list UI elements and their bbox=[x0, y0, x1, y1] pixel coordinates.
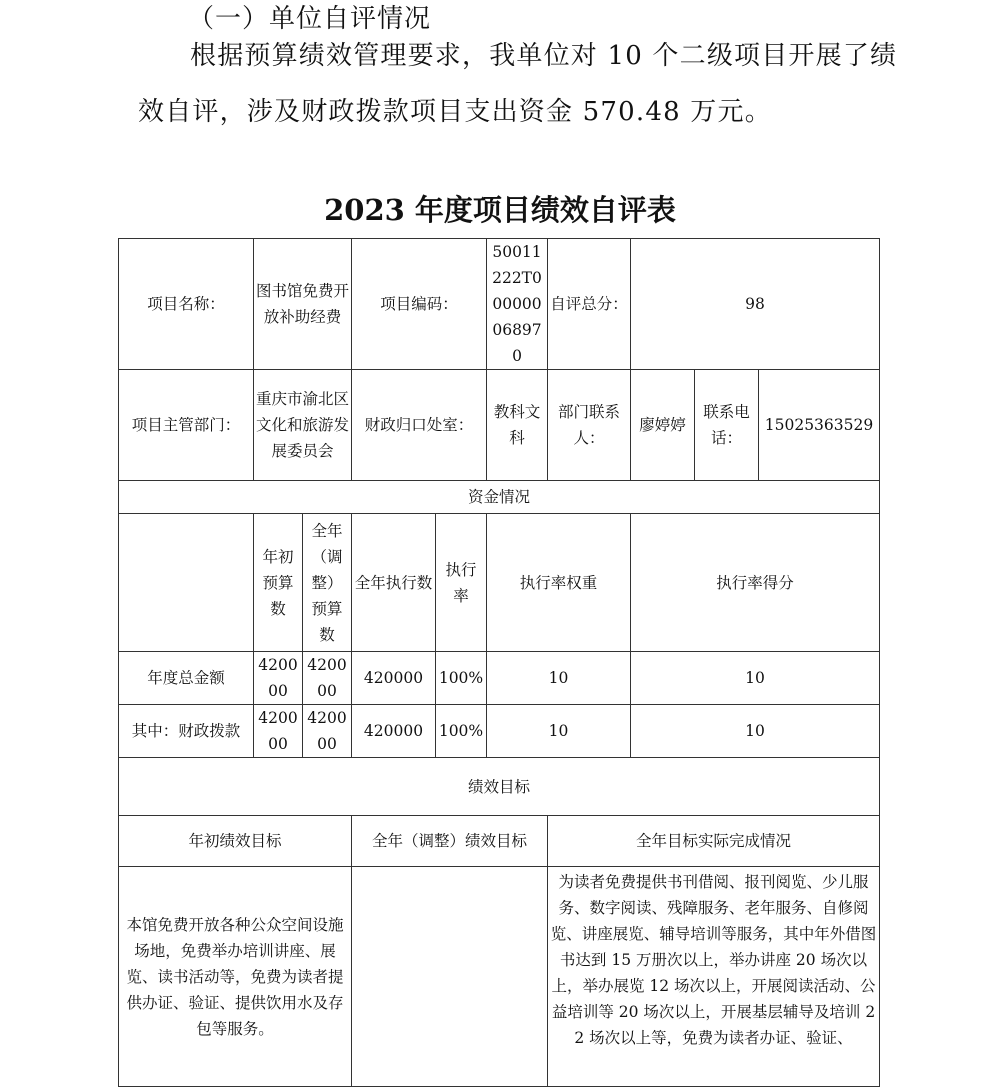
section-heading: （一）单位自评情况 bbox=[188, 4, 432, 34]
adjusted-budget-value: 420000 bbox=[303, 652, 352, 705]
actual-completion-text: 为读者免费提供书刊借阅、报刊阅览、少儿服务、数字阅读、残障服务、老年服务、自修阅览、讲座展览、辅导培训等服务，其中年外借图书达到 15 万册次以上，举办讲座 20 场次以上，举办展览 12 场次以上，开展阅读活动、公益培训等 20 场次以上，开展基层辅导及培训 22 场次以上等，免费为读者办证、验证、 bbox=[550, 872, 877, 1047]
paragraph-line-1: 根据预算绩效管理要求，我单位对 10 个二级项目开展了绩 bbox=[190, 41, 898, 71]
funds-section-label: 资金情况 bbox=[119, 481, 880, 514]
funds-header-row bbox=[119, 514, 880, 652]
actual-completion-header: 全年目标实际完成情况 bbox=[548, 816, 880, 867]
project-code-label: 项目编码： bbox=[352, 239, 487, 370]
paragraph-line-2: 效自评，涉及财政拨款项目支出资金 570.48 万元。 bbox=[138, 97, 772, 127]
goals-content-row bbox=[119, 867, 880, 1087]
score-header: 执行率得分 bbox=[631, 514, 880, 652]
weight-value: 10 bbox=[487, 705, 631, 758]
weight-header: 执行率权重 bbox=[487, 514, 631, 652]
goals-section-label: 绩效目标 bbox=[119, 758, 880, 816]
score-value: 10 bbox=[631, 705, 880, 758]
initial-budget-value: 420000 bbox=[254, 705, 303, 758]
contact-label: 部门联系人： bbox=[548, 370, 631, 481]
project-name-label: 项目名称： bbox=[119, 239, 254, 370]
project-info-row bbox=[119, 239, 880, 370]
phone-value: 15025363529 bbox=[759, 370, 880, 481]
adjusted-budget-header: 全年（调整）预算数 bbox=[303, 514, 352, 652]
dept-label: 项目主管部门： bbox=[119, 370, 254, 481]
department-row bbox=[119, 370, 880, 481]
office-value: 教科文科 bbox=[487, 370, 548, 481]
funds-row-label: 其中：财政拨款 bbox=[119, 705, 254, 758]
funds-row-label: 年度总金额 bbox=[119, 652, 254, 705]
office-label: 财政归口处室： bbox=[352, 370, 487, 481]
initial-budget-value: 420000 bbox=[254, 652, 303, 705]
initial-budget-header: 年初预算数 bbox=[254, 514, 303, 652]
section-paragraph bbox=[138, 28, 898, 140]
executed-value: 420000 bbox=[352, 652, 436, 705]
score-value: 10 bbox=[631, 652, 880, 705]
initial-goal-header: 年初绩效目标 bbox=[119, 816, 352, 867]
self-score-label: 自评总分： bbox=[548, 239, 631, 370]
rate-header: 执行率 bbox=[436, 514, 487, 652]
executed-value: 420000 bbox=[352, 705, 436, 758]
project-evaluation-table bbox=[118, 238, 880, 1087]
adjusted-goal-header: 全年（调整）绩效目标 bbox=[352, 816, 548, 867]
adjusted-budget-value: 420000 bbox=[303, 705, 352, 758]
funds-header-blank bbox=[119, 514, 254, 652]
phone-label: 联系电话： bbox=[695, 370, 759, 481]
project-code-value: 50011222T000000068970 bbox=[487, 239, 548, 370]
rate-value: 100% bbox=[436, 652, 487, 705]
weight-value: 10 bbox=[487, 652, 631, 705]
funds-section-row bbox=[119, 481, 880, 514]
funds-row-fiscal bbox=[119, 705, 880, 758]
dept-value: 重庆市渝北区文化和旅游发展委员会 bbox=[254, 370, 352, 481]
rate-value: 100% bbox=[436, 705, 487, 758]
goals-section-row bbox=[119, 758, 880, 816]
executed-header: 全年执行数 bbox=[352, 514, 436, 652]
funds-row-total bbox=[119, 652, 880, 705]
self-score-value: 98 bbox=[631, 239, 880, 370]
goals-header-row bbox=[119, 816, 880, 867]
actual-completion-cell bbox=[548, 867, 880, 1087]
initial-goal-text: 本馆免费开放各种公众空间设施场地，免费举办培训讲座、展览、读书活动等，免费为读者提供办证、验证、提供饮用水及存包等服务。 bbox=[119, 867, 352, 1087]
contact-value: 廖婷婷 bbox=[631, 370, 695, 481]
adjusted-goal-text bbox=[352, 867, 548, 1087]
table-title: 2023 年度项目绩效自评表 bbox=[324, 193, 676, 227]
project-name-value: 图书馆免费开放补助经费 bbox=[254, 239, 352, 370]
